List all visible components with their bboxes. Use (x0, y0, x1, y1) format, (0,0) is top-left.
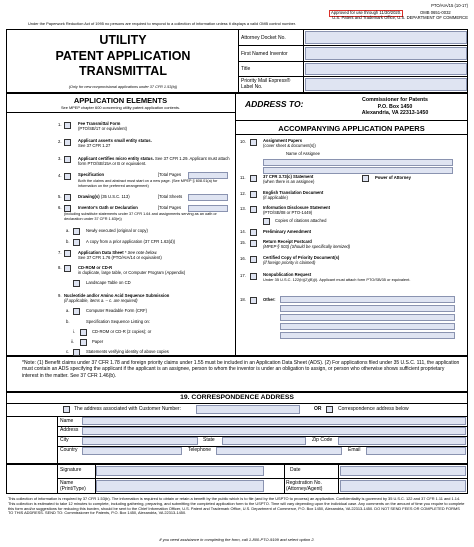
ads-note: *Note: (1) Benefit claims under 37 CFR 1.78 and foreign priority claims under 1.55 must be included in an Application Data Sheet (ADS). (2) For applications filed under 35 U.S.C. 111, the application must contain an ADS specifying the applicant if the applicant is an assignee, person to whom the inventor is under an obligation to assign, or person who otherwise shows sufficient proprietary interest in the matter. See 37 CFR 1.46(b). (22, 360, 460, 379)
checkbox-seq-cdrom[interactable] (80, 329, 87, 336)
checkbox-373c[interactable] (250, 175, 257, 182)
assistance-line: If you need assistance in completing the form, call 1-800-PTO-9199 and select option 2. (159, 537, 315, 542)
item-priority-doc: Certified Copy of Priority Document(s) (263, 255, 340, 260)
checkbox-prior-copy[interactable] (73, 239, 80, 246)
checkbox-nonpublication[interactable] (250, 273, 257, 280)
address-label: Address (60, 427, 79, 433)
item-assignment: Assignment Papers (263, 138, 303, 143)
correspondence-heading: 19. CORRESPONDENCE ADDRESS (180, 394, 294, 401)
item-seq-listing: Specification Sequence Listing on: (86, 319, 151, 324)
city-label: City (60, 437, 69, 443)
corr-state-field[interactable] (222, 437, 306, 445)
item-newly-executed: Newly executed (original or copy) (86, 228, 148, 233)
registration-field[interactable] (340, 480, 466, 492)
state-label: State (203, 437, 215, 443)
item-373c: 37 CFR 3.73(c) Statement (263, 174, 314, 179)
checkbox-newly-executed[interactable] (73, 228, 80, 235)
address-to: ADDRESS TO: (245, 99, 304, 109)
customer-number-label: The address associated with Customer Number: (74, 406, 181, 412)
item-prior-copy: A copy from a prior application (37 CFR 1.63(d)) (86, 239, 176, 244)
checkbox-crf[interactable] (73, 308, 80, 315)
form-title: UTILITY PATENT APPLICATION TRANSMITTAL (55, 33, 191, 79)
checkbox-micro-entity[interactable] (64, 156, 71, 163)
checkbox-power-of-attorney[interactable] (362, 175, 369, 182)
oath-pages-field[interactable] (188, 205, 228, 212)
assignee-field-2[interactable] (263, 167, 453, 174)
burden-statement: This collection of information is required by 37 CFR 1.53(b). The information is required to obtain or retain a benefit by the public which is to file (and by the USPTO to process) an application. Confidentiality is governed by 35 U.S.C. 122 and 37 CFR 1.11 and 1.14. This collection is estimated to take 12 minutes to complete, including gathering, preparing, and submitting the completed application form to the USPTO. Time will vary depending upon the individual case. Any comments on the amount of time you require to complete this form and/or suggestions for reducing this burden, should be sent to the Chief Information Officer, U.S. Patent and Trademark Office, U.S. Department of Commerce, P.O. Box 1450, Alexandria, VA 22313-1450. DO NOT SEND FEES OR COMPLETED FORMS TO THIS ADDRESS. SEND TO: Commissioner for Patents, P.O. Box 1450, Alexandria, VA 22313-1450. (8, 496, 465, 516)
left-heading: APPLICATION ELEMENTS (73, 96, 168, 105)
item-power-of-attorney: Power of Attorney (375, 175, 411, 180)
item-drawings: Drawing(s) (35 U.S.C. 113) (78, 194, 130, 199)
item-prelim-amendment: Preliminary Amendment (263, 229, 312, 234)
item-translation: English Translation Document (263, 190, 324, 195)
commissioner-address: Commissioner for Patents P.O. Box 1450 Alexandria, VA 22313-1450 (361, 97, 429, 117)
corr-email-field[interactable] (366, 447, 466, 455)
form-number: PTO/AIA/15 (10-17) (431, 3, 468, 8)
customer-number-field[interactable] (196, 405, 300, 414)
signature-label: Signature (60, 467, 82, 473)
checkbox-postcard[interactable] (250, 240, 257, 247)
checkbox-prelim-amendment[interactable] (250, 229, 257, 236)
corr-city-field[interactable] (82, 437, 198, 445)
corr-country-field[interactable] (82, 447, 182, 455)
assignee-field-1[interactable] (263, 159, 453, 166)
checkbox-citations[interactable] (263, 218, 270, 225)
checkbox-translation[interactable] (250, 191, 257, 198)
corr-address-field[interactable] (82, 427, 466, 435)
other-field-2[interactable] (280, 305, 455, 312)
right-heading: ACCOMPANYING APPLICATION PAPERS (278, 124, 425, 133)
item-cdrom: CD-ROM or CD-R (78, 265, 113, 270)
checkbox-customer-number[interactable] (63, 406, 70, 413)
other-field-5[interactable] (280, 332, 455, 339)
email-label: Email (348, 447, 361, 453)
country-label: Country (60, 447, 78, 453)
other-field-1[interactable] (280, 296, 455, 303)
item-statements: Statements verifying identity of above copies (86, 349, 169, 354)
omb-number: OMB 0651-0032 (420, 10, 451, 15)
item-ids: Information Disclosure Statement (263, 205, 331, 210)
checkbox-fee-transmittal[interactable] (64, 122, 71, 129)
zip-label: Zip Code (312, 437, 333, 443)
spec-pages-field[interactable] (188, 172, 228, 179)
item-small-entity: Applicant asserts small entity status. (78, 138, 152, 143)
checkbox-small-entity[interactable] (64, 139, 71, 146)
checkbox-specification[interactable] (64, 173, 71, 180)
checkbox-cdrom[interactable] (64, 265, 71, 272)
agency: U.S. Patent and Trademark Office; U.S. DEPARTMENT OF COMMERCE (332, 15, 468, 20)
item-landscape-table: Landscape Table on CD (86, 280, 131, 285)
checkbox-ads[interactable] (64, 250, 71, 257)
item-seq-paper: Paper (92, 339, 104, 344)
name-label: Name (60, 418, 74, 424)
or-label: OR (314, 406, 322, 412)
checkbox-seq-paper[interactable] (80, 339, 87, 346)
item-fee-transmittal: Fee Transmittal Form (78, 121, 121, 126)
docket-label: Attorney Docket No. (241, 35, 286, 41)
checkbox-drawings[interactable] (64, 194, 71, 201)
print-name-label: Name (Print/Type) (60, 480, 86, 492)
checkbox-other[interactable] (250, 297, 257, 304)
item-crf: Computer Readable Form (CRF) (86, 308, 147, 313)
item-sequence: Nucleotide and/or Amino Acid Sequence Submission (64, 293, 170, 298)
item-postcard: Return Receipt Postcard (263, 239, 312, 244)
approval-date: Approved for use through 11/30/2020. (331, 10, 402, 15)
drawing-sheets-field[interactable] (188, 194, 228, 201)
item-specification: Specification (78, 172, 105, 177)
date-label: Date (290, 467, 301, 473)
checkbox-priority-doc[interactable] (250, 256, 257, 263)
paperwork-notice: Under the Paperwork Reduction Act of 1995 no persons are required to respond to a collection of information unless it displays a valid OMB control number. (28, 21, 296, 26)
telephone-label: Telephone (188, 447, 212, 453)
checkbox-landscape-table[interactable] (73, 280, 80, 287)
signature-field[interactable] (96, 466, 264, 476)
express-label: Priority Mail Express® Label No. (241, 78, 291, 90)
inventor-field[interactable] (305, 47, 467, 60)
corr-telephone-field[interactable] (216, 447, 342, 455)
item-micro-entity: Applicant certifies micro entity status. See 37 CFR 1.29. Applicant must attach form PTO/SB/15A or B or equivalent. (78, 156, 230, 167)
registration-label: Registration No. (Attorney/Agent) (286, 480, 323, 492)
checkbox-corr-below[interactable] (326, 406, 333, 413)
item-other: Other: (263, 297, 276, 302)
date-field[interactable] (340, 466, 466, 476)
left-subheading: See MPEP chapter 600 concerning utility patent application contents. (60, 105, 181, 110)
corr-below-label: Correspondence address below (338, 406, 409, 412)
title-note: (Only for new nonprovisional applications under 37 CFR 1.53(b)) (68, 85, 178, 89)
other-field-4[interactable] (280, 323, 455, 330)
checkbox-ids[interactable] (250, 206, 257, 213)
express-field[interactable] (305, 78, 467, 91)
docket-field[interactable] (305, 31, 467, 44)
corr-zip-field[interactable] (338, 437, 466, 445)
checkbox-statements[interactable] (73, 349, 80, 356)
item-oath: Inventor's Oath or Declaration (78, 205, 138, 210)
item-ads: Application Data Sheet * See note below. (78, 250, 158, 255)
other-field-3[interactable] (280, 314, 455, 321)
title-field[interactable] (305, 63, 467, 75)
corr-name-field[interactable] (82, 417, 466, 425)
inventor-label: First Named Inventor (241, 51, 288, 57)
checkbox-oath[interactable] (64, 205, 71, 212)
checkbox-assignment[interactable] (250, 139, 257, 146)
title-label: Title (241, 66, 251, 72)
print-name-field[interactable] (96, 480, 264, 492)
item-seq-cdrom: CD-ROM or CD-R (2 copies); or (92, 329, 152, 334)
item-nonpublication: Nonpublication Request (263, 272, 312, 277)
item-citations: Copies of citations attached (275, 218, 327, 223)
